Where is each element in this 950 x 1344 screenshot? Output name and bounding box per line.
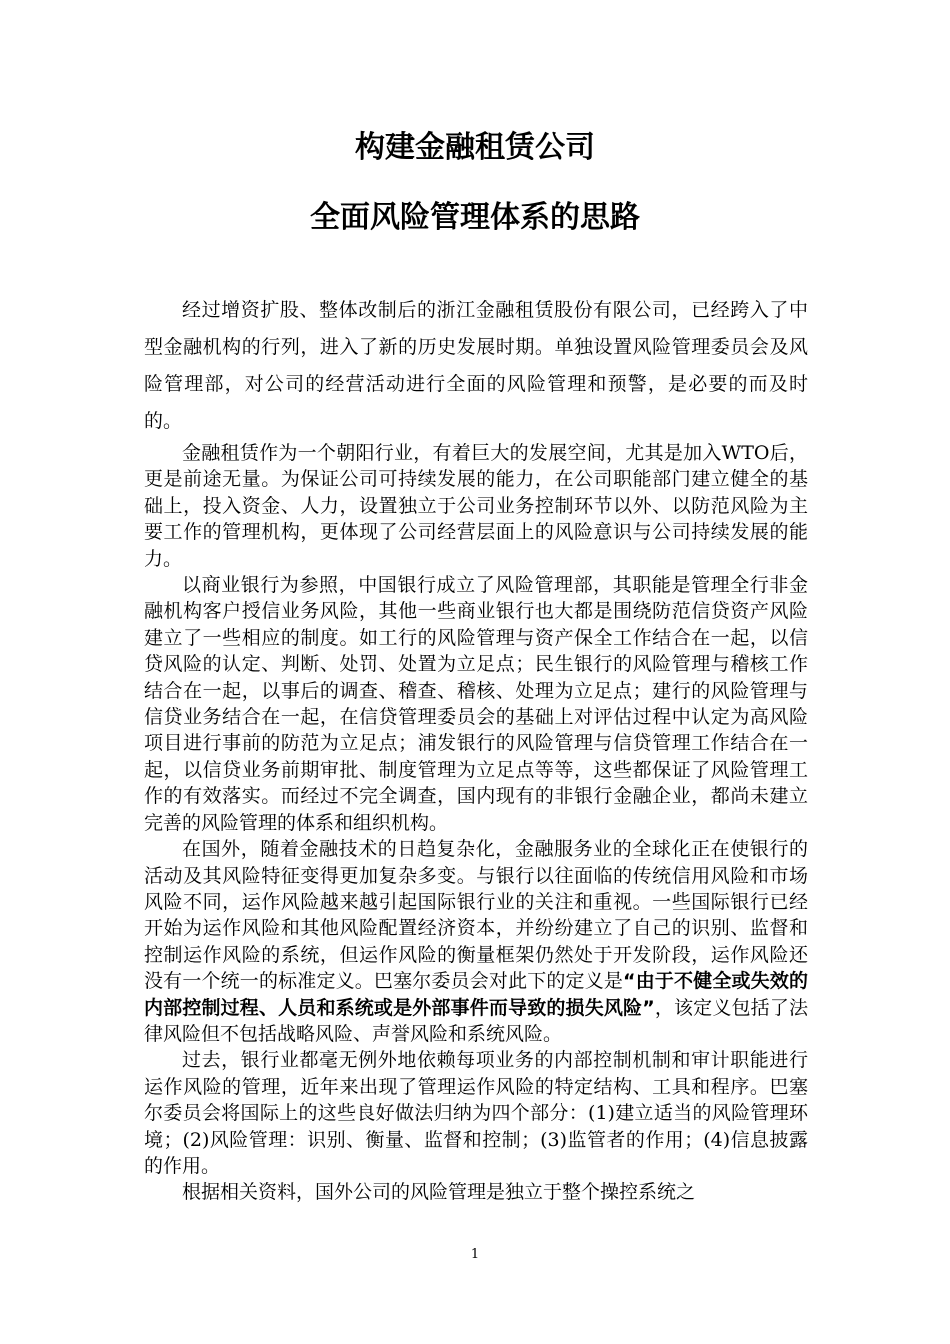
body-text bbox=[144, 440, 808, 1206]
paragraph-5: 过去，银行业都毫无例外地依赖每项业务的内部控制机制和审计职能进行运作风险的管理，近年来出现了管理运作风险的特定结构、工具和程序。巴塞尔委员会将国际上的这些良好做法归纳为四个部分：(1)建立适当的风险管理环境；(2)风险管理：识别、衡量、监督和控制；(3)监管者的作用；(4)信息披露的作用。 bbox=[144, 1049, 808, 1177]
paragraph-6: 根据相关资料，国外公司的风险管理是独立于整个操控系统之 bbox=[182, 1181, 696, 1204]
paragraph-3: 以商业银行为参照，中国银行成立了风险管理部，其职能是管理全行非金融机构客户授信业务风险，其他一些商业银行也大都是围绕防范信贷资产风险建立了一些相应的制度。如工行的风险管理与资产保全工作结合在一起，以信贷风险的认定、判断、处罚、处置为立足点；民生银行的风险管理与稽核工作结合在一起，以事后的调查、稽查、稽核、处理为立足点；建行的风险管理与信贷业务结合在一起，在信贷管理委员会的基础上对评估过程中认定为高风险项目进行事前的防范为立足点；浦发银行的风险管理与信贷管理工作结合在一起，以信贷业务前期审批、制度管理为立足点等等，这些都保证了风险管理工作的有效落实。而经过不完全调查，国内现有的非银行金融企业，都尚未建立完善的风险管理的体系和组织机构。 bbox=[144, 574, 808, 834]
paragraph-1: 经过增资扩股、整体改制后的浙江金融租赁股份有限公司，已经跨入了中型金融机构的行列，进入了新的历史发展时期。单独设置风险管理委员会及风险管理部，对公司的经营活动进行全面的风险管理和预警，是必要的而及时的。 bbox=[144, 299, 808, 432]
page-number: 1 bbox=[470, 1247, 480, 1262]
paragraph-4-text-before: 在国外，随着金融技术的日趋复杂化，金融服务业的全球化正在使银行的活动及其风险特征变得更加复杂多变。与银行以往面临的传统信用风险和市场风险不同，运作风险越来越引起国际银行业的关注和重视。一些国际银行已经开始为运作风险和其他风险配置经济资本，并纷纷建立了自己的识别、监督和控制运作风险的系统，但运作风险的衡量框架仍然处于开发阶段，运作风险还没有一个统一的标准定义。巴塞尔委员会对此下的定义是 bbox=[144, 838, 808, 993]
paragraph-4 bbox=[144, 836, 808, 1047]
title-line-1: 构建金融租赁公司 bbox=[355, 130, 595, 165]
basel-definition-emphasis: “由于不健全或失效的内部控制过程、人员和系统或是外部事件而导致的损失风险” bbox=[144, 970, 808, 1019]
paragraph-2: 金融租赁作为一个朝阳行业，有着巨大的发展空间，尤其是加入WTO后，更是前途无量。为保证公司可持续发展的能力，在公司职能部门建立健全的基础上，投入资金、人力，设置独立于公司业务控制环节以外、以防范风险为主要工作的管理机构，更体现了公司经营层面上的风险意识与公司持续发展的能力。 bbox=[144, 442, 808, 570]
title-line-2: 全面风险管理体系的思路 bbox=[310, 200, 640, 235]
paragraph-4-text-after: ，该定义包括了法律风险但不包括战略风险、声誉风险和系统风险。 bbox=[144, 996, 808, 1045]
